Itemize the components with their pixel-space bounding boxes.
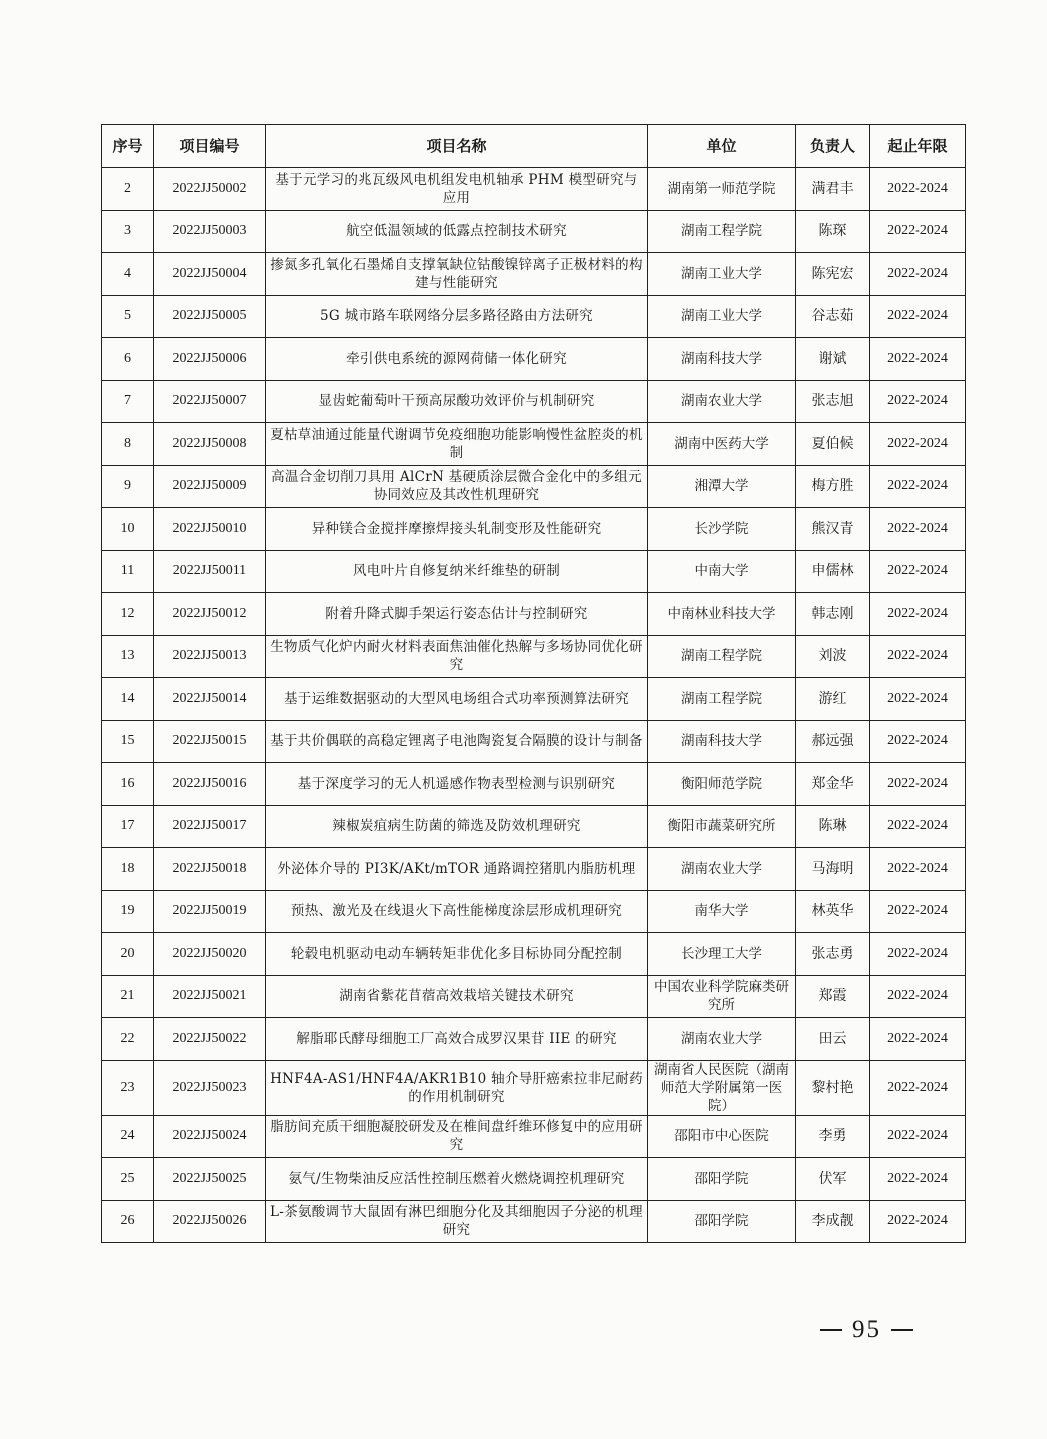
cell-leader: 熊汉青 — [796, 508, 870, 551]
project-table — [101, 124, 966, 1243]
table-row — [102, 593, 966, 636]
cell-index: 12 — [102, 593, 154, 636]
cell-period: 2022-2024 — [870, 763, 966, 806]
cell-project-code: 2022JJ50014 — [154, 678, 266, 721]
table-row — [102, 338, 966, 381]
cell-unit: 衡阳师范学院 — [648, 763, 796, 806]
cell-index: 16 — [102, 763, 154, 806]
cell-period: 2022-2024 — [870, 1018, 966, 1061]
cell-period: 2022-2024 — [870, 1060, 966, 1115]
cell-leader: 陈宪宏 — [796, 253, 870, 296]
cell-project-code: 2022JJ50004 — [154, 253, 266, 296]
cell-leader: 游红 — [796, 678, 870, 721]
table-row — [102, 1115, 966, 1158]
table-row — [102, 1060, 966, 1115]
cell-period: 2022-2024 — [870, 805, 966, 848]
cell-period: 2022-2024 — [870, 635, 966, 678]
table-row — [102, 465, 966, 508]
cell-index: 21 — [102, 975, 154, 1018]
cell-project-name: 牵引供电系统的源网荷储一体化研究 — [266, 338, 648, 381]
cell-leader: 梅方胜 — [796, 465, 870, 508]
cell-project-name: 掺氮多孔氧化石墨烯自支撑氧缺位钴酸镍锌离子正极材料的构建与性能研究 — [266, 253, 648, 296]
cell-index: 13 — [102, 635, 154, 678]
dash-right — [891, 1329, 913, 1331]
cell-index: 18 — [102, 848, 154, 891]
cell-project-name: 氨气/生物柴油反应活性控制压燃着火燃烧调控机理研究 — [266, 1158, 648, 1201]
table-row — [102, 508, 966, 551]
table-row — [102, 763, 966, 806]
cell-leader: 田云 — [796, 1018, 870, 1061]
cell-index: 11 — [102, 550, 154, 593]
cell-leader: 黎村艳 — [796, 1060, 870, 1115]
cell-unit: 湖南工程学院 — [648, 210, 796, 253]
cell-period: 2022-2024 — [870, 380, 966, 423]
cell-period: 2022-2024 — [870, 168, 966, 211]
cell-period: 2022-2024 — [870, 550, 966, 593]
table-row — [102, 295, 966, 338]
cell-project-name: 基于深度学习的无人机遥感作物表型检测与识别研究 — [266, 763, 648, 806]
cell-unit: 湖南农业大学 — [648, 1018, 796, 1061]
cell-project-name: L-茶氨酸调节大鼠固有淋巴细胞分化及其细胞因子分泌的机理研究 — [266, 1200, 648, 1243]
cell-project-code: 2022JJ50009 — [154, 465, 266, 508]
cell-unit: 邵阳学院 — [648, 1158, 796, 1201]
cell-index: 3 — [102, 210, 154, 253]
table-row — [102, 210, 966, 253]
cell-leader: 郑金华 — [796, 763, 870, 806]
cell-leader: 刘波 — [796, 635, 870, 678]
cell-unit: 湖南农业大学 — [648, 848, 796, 891]
cell-index: 24 — [102, 1115, 154, 1158]
cell-leader: 夏伯候 — [796, 423, 870, 466]
cell-index: 25 — [102, 1158, 154, 1201]
cell-project-code: 2022JJ50020 — [154, 933, 266, 976]
cell-project-name: 异种镁合金搅拌摩擦焊接头轧制变形及性能研究 — [266, 508, 648, 551]
cell-period: 2022-2024 — [870, 678, 966, 721]
cell-index: 10 — [102, 508, 154, 551]
table-row — [102, 678, 966, 721]
cell-unit: 湖南工程学院 — [648, 635, 796, 678]
cell-project-code: 2022JJ50002 — [154, 168, 266, 211]
cell-project-code: 2022JJ50018 — [154, 848, 266, 891]
cell-project-name: 外泌体介导的 PI3K/AKt/mTOR 通路调控猪肌内脂肪机理 — [266, 848, 648, 891]
cell-project-name: 风电叶片自修复纳米纤维垫的研制 — [266, 550, 648, 593]
cell-project-name: 基于共价偶联的高稳定锂离子电池陶瓷复合隔膜的设计与制备 — [266, 720, 648, 763]
cell-project-name: 航空低温领域的低露点控制技术研究 — [266, 210, 648, 253]
cell-unit: 湖南工业大学 — [648, 295, 796, 338]
cell-project-code: 2022JJ50026 — [154, 1200, 266, 1243]
cell-leader: 陈琛 — [796, 210, 870, 253]
cell-leader: 韩志刚 — [796, 593, 870, 636]
cell-unit: 湖南第一师范学院 — [648, 168, 796, 211]
cell-project-name: 基于元学习的兆瓦级风电机组发电机轴承 PHM 模型研究与应用 — [266, 168, 648, 211]
cell-project-code: 2022JJ50021 — [154, 975, 266, 1018]
header-index: 序号 — [102, 125, 154, 168]
cell-leader: 马海明 — [796, 848, 870, 891]
cell-project-name: 解脂耶氏酵母细胞工厂高效合成罗汉果苷 IIE 的研究 — [266, 1018, 648, 1061]
cell-index: 23 — [102, 1060, 154, 1115]
cell-unit: 湖南工程学院 — [648, 678, 796, 721]
cell-project-code: 2022JJ50005 — [154, 295, 266, 338]
cell-index: 20 — [102, 933, 154, 976]
cell-unit: 长沙理工大学 — [648, 933, 796, 976]
cell-period: 2022-2024 — [870, 720, 966, 763]
cell-project-code: 2022JJ50025 — [154, 1158, 266, 1201]
cell-project-code: 2022JJ50016 — [154, 763, 266, 806]
cell-period: 2022-2024 — [870, 210, 966, 253]
cell-unit: 湖南工业大学 — [648, 253, 796, 296]
header-unit: 单位 — [648, 125, 796, 168]
header-project-name: 项目名称 — [266, 125, 648, 168]
cell-leader: 李成靓 — [796, 1200, 870, 1243]
cell-project-name: 5G 城市路车联网络分层多路径路由方法研究 — [266, 295, 648, 338]
cell-period: 2022-2024 — [870, 1158, 966, 1201]
cell-unit: 中南大学 — [648, 550, 796, 593]
cell-project-code: 2022JJ50023 — [154, 1060, 266, 1115]
table-row — [102, 1018, 966, 1061]
cell-unit: 湖南省人民医院（湖南师范大学附属第一医院） — [648, 1060, 796, 1115]
cell-project-name: 轮毂电机驱动电动车辆转矩非优化多目标协同分配控制 — [266, 933, 648, 976]
cell-index: 19 — [102, 890, 154, 933]
cell-unit: 南华大学 — [648, 890, 796, 933]
cell-unit: 中南林业科技大学 — [648, 593, 796, 636]
cell-project-code: 2022JJ50006 — [154, 338, 266, 381]
cell-unit: 湘潭大学 — [648, 465, 796, 508]
cell-index: 22 — [102, 1018, 154, 1061]
cell-leader: 谷志茹 — [796, 295, 870, 338]
table-row — [102, 1158, 966, 1201]
table-body — [102, 168, 966, 1243]
cell-project-code: 2022JJ50011 — [154, 550, 266, 593]
cell-period: 2022-2024 — [870, 848, 966, 891]
cell-period: 2022-2024 — [870, 253, 966, 296]
cell-project-name: 辣椒炭疽病生防菌的筛选及防效机理研究 — [266, 805, 648, 848]
cell-unit: 长沙学院 — [648, 508, 796, 551]
cell-index: 5 — [102, 295, 154, 338]
cell-leader: 李勇 — [796, 1115, 870, 1158]
cell-index: 7 — [102, 380, 154, 423]
cell-unit: 邵阳学院 — [648, 1200, 796, 1243]
cell-index: 15 — [102, 720, 154, 763]
cell-unit: 邵阳市中心医院 — [648, 1115, 796, 1158]
cell-project-name: 高温合金切削刀具用 AlCrN 基硬质涂层微合金化中的多组元协同效应及其改性机理研究 — [266, 465, 648, 508]
cell-index: 4 — [102, 253, 154, 296]
dash-left — [820, 1329, 842, 1331]
cell-period: 2022-2024 — [870, 338, 966, 381]
cell-leader: 张志勇 — [796, 933, 870, 976]
cell-index: 6 — [102, 338, 154, 381]
table-row — [102, 635, 966, 678]
cell-leader: 郑霞 — [796, 975, 870, 1018]
cell-project-name: 夏枯草油通过能量代谢调节免疫细胞功能影响慢性盆腔炎的机制 — [266, 423, 648, 466]
table-row — [102, 890, 966, 933]
cell-leader: 林英华 — [796, 890, 870, 933]
cell-project-code: 2022JJ50024 — [154, 1115, 266, 1158]
page-number-text: 95 — [852, 1316, 881, 1343]
cell-unit: 衡阳市蔬菜研究所 — [648, 805, 796, 848]
cell-period: 2022-2024 — [870, 1115, 966, 1158]
cell-leader: 陈琳 — [796, 805, 870, 848]
cell-project-code: 2022JJ50007 — [154, 380, 266, 423]
cell-period: 2022-2024 — [870, 890, 966, 933]
cell-period: 2022-2024 — [870, 593, 966, 636]
cell-project-name: 湖南省紫花苜蓿高效栽培关键技术研究 — [266, 975, 648, 1018]
header-project-code: 项目编号 — [154, 125, 266, 168]
table-header-row — [102, 125, 966, 168]
table-row — [102, 848, 966, 891]
cell-project-name: 附着升降式脚手架运行姿态估计与控制研究 — [266, 593, 648, 636]
table-row — [102, 253, 966, 296]
table-row — [102, 1200, 966, 1243]
cell-index: 17 — [102, 805, 154, 848]
cell-project-code: 2022JJ50022 — [154, 1018, 266, 1061]
cell-unit: 中国农业科学院麻类研究所 — [648, 975, 796, 1018]
header-leader: 负责人 — [796, 125, 870, 168]
cell-project-code: 2022JJ50019 — [154, 890, 266, 933]
cell-index: 14 — [102, 678, 154, 721]
cell-period: 2022-2024 — [870, 1200, 966, 1243]
cell-unit: 湖南科技大学 — [648, 338, 796, 381]
cell-leader: 满君丰 — [796, 168, 870, 211]
cell-unit: 湖南中医药大学 — [648, 423, 796, 466]
cell-project-name: 脂肪间充质干细胞凝胶研发及在椎间盘纤维环修复中的应用研究 — [266, 1115, 648, 1158]
cell-project-name: HNF4A-AS1/HNF4A/AKR1B10 轴介导肝癌索拉非尼耐药的作用机制研究 — [266, 1060, 648, 1115]
table-row — [102, 933, 966, 976]
cell-index: 2 — [102, 168, 154, 211]
cell-leader: 申儒林 — [796, 550, 870, 593]
cell-project-name: 预热、激光及在线退火下高性能梯度涂层形成机理研究 — [266, 890, 648, 933]
cell-leader: 张志旭 — [796, 380, 870, 423]
table-row — [102, 550, 966, 593]
cell-project-code: 2022JJ50015 — [154, 720, 266, 763]
page-number — [820, 1316, 913, 1344]
cell-project-code: 2022JJ50010 — [154, 508, 266, 551]
header-period: 起止年限 — [870, 125, 966, 168]
table-row — [102, 168, 966, 211]
table-row — [102, 380, 966, 423]
cell-period: 2022-2024 — [870, 295, 966, 338]
table-row — [102, 423, 966, 466]
table-row — [102, 720, 966, 763]
table-row — [102, 975, 966, 1018]
cell-project-code: 2022JJ50003 — [154, 210, 266, 253]
cell-project-name: 显齿蛇葡萄叶干预高尿酸功效评价与机制研究 — [266, 380, 648, 423]
cell-leader: 郝远强 — [796, 720, 870, 763]
cell-project-name: 基于运维数据驱动的大型风电场组合式功率预测算法研究 — [266, 678, 648, 721]
cell-project-code: 2022JJ50013 — [154, 635, 266, 678]
cell-period: 2022-2024 — [870, 933, 966, 976]
cell-period: 2022-2024 — [870, 508, 966, 551]
cell-period: 2022-2024 — [870, 975, 966, 1018]
cell-unit: 湖南科技大学 — [648, 720, 796, 763]
cell-period: 2022-2024 — [870, 465, 966, 508]
cell-project-code: 2022JJ50012 — [154, 593, 266, 636]
table-row — [102, 805, 966, 848]
cell-project-code: 2022JJ50017 — [154, 805, 266, 848]
cell-project-name: 生物质气化炉内耐火材料表面焦油催化热解与多场协同优化研究 — [266, 635, 648, 678]
cell-leader: 伏军 — [796, 1158, 870, 1201]
cell-index: 26 — [102, 1200, 154, 1243]
cell-period: 2022-2024 — [870, 423, 966, 466]
cell-index: 9 — [102, 465, 154, 508]
cell-leader: 谢斌 — [796, 338, 870, 381]
cell-project-code: 2022JJ50008 — [154, 423, 266, 466]
cell-unit: 湖南农业大学 — [648, 380, 796, 423]
cell-index: 8 — [102, 423, 154, 466]
